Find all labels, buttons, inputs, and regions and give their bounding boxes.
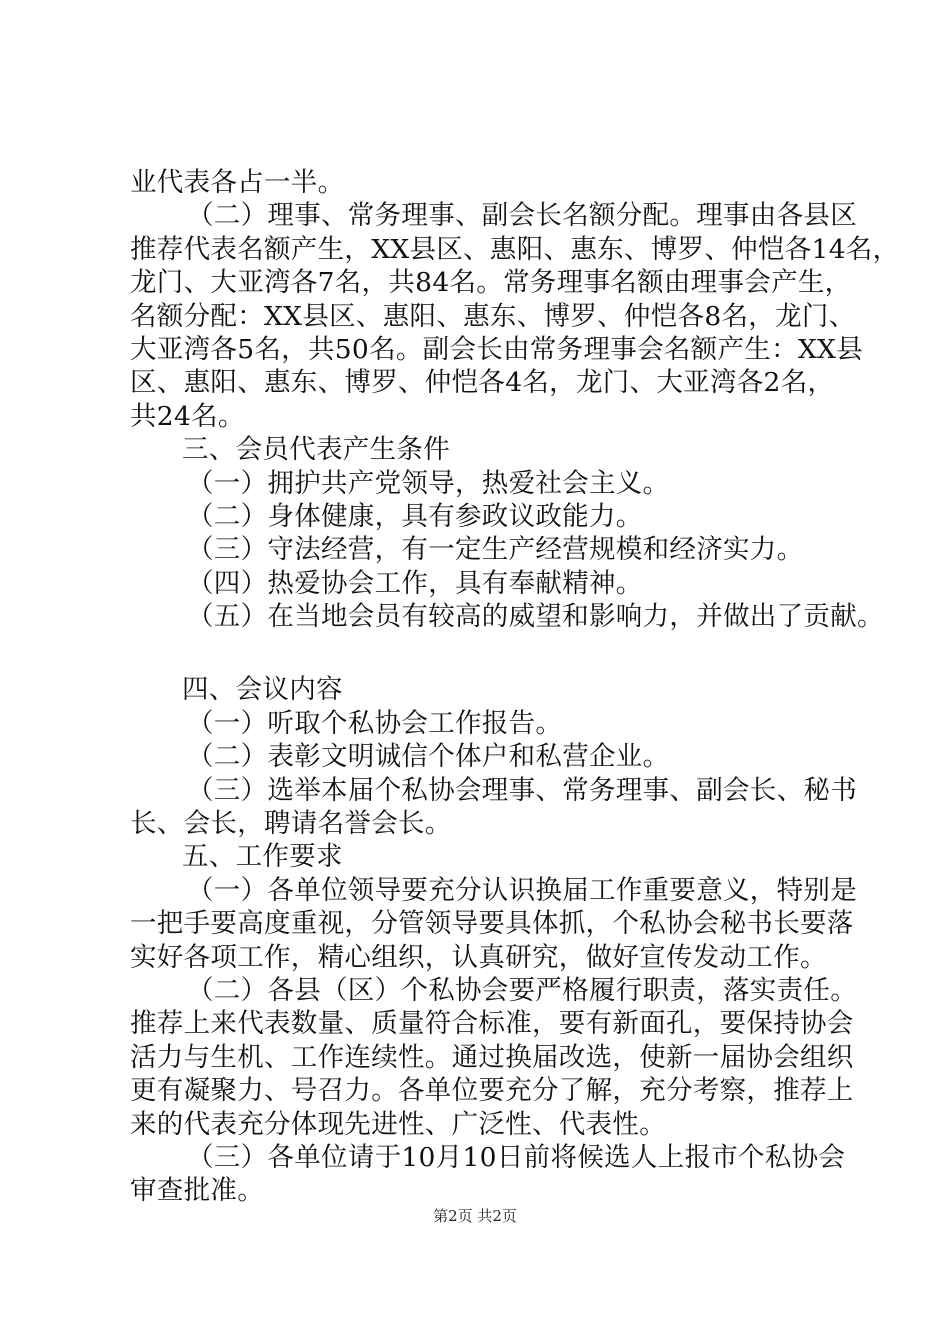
page-footer: 第2页 共2页 [433, 1207, 517, 1225]
list-item: （五）在当地会员有较高的威望和影响力，并做出了贡献。 [187, 601, 884, 633]
list-item: （三）守法经营，有一定生产经营规模和经济实力。 [187, 534, 804, 566]
text-line: 推荐代表名额产生，XX县区、惠阳、惠东、博罗、仲恺各14名， [130, 233, 900, 265]
text-line: 实好各项工作，精心组织，认真研究，做好宣传发动工作。 [130, 941, 827, 973]
section-heading: 五、工作要求 [182, 841, 343, 873]
text-line: 审查批准。 [130, 1175, 264, 1207]
text-line: 长、会长，聘请名誉会长。 [130, 808, 452, 840]
text-line: 推荐上来代表数量、质量符合标准，要有新面孔，要保持协会 [130, 1008, 854, 1040]
paragraph-line: （二）理事、常务理事、副会长名额分配。理事由各县区 [187, 200, 857, 232]
list-item: （一）拥护共产党领导，热爱社会主义。 [187, 467, 670, 499]
text-line: 更有凝聚力、号召力。各单位要充分了解，充分考察，推荐上 [130, 1075, 854, 1107]
list-item: （二）表彰文明诚信个体户和私营企业。 [187, 741, 670, 773]
text-line: 一把手要高度重视，分管领导要具体抓，个私协会秘书长要落 [130, 908, 854, 940]
text-line: 来的代表充分体现先进性、广泛性、代表性。 [130, 1108, 666, 1140]
list-item: （一）听取个私协会工作报告。 [187, 707, 563, 739]
list-item: （三）选举本届个私协会理事、常务理事、副会长、秘书 [187, 774, 857, 806]
list-item: （三）各单位请于10月10日前将候选人上报市个私协会 [187, 1141, 846, 1173]
list-item: （二）各县（区）个私协会要严格履行职责，落实责任。 [187, 974, 857, 1006]
text-line: 业代表各占一半。 [130, 167, 345, 198]
text-line: 共24名。 [130, 400, 245, 432]
list-item: （四）热爱协会工作，具有奉献精神。 [187, 567, 643, 599]
text-line: 区、惠阳、惠东、博罗、仲恺各4名，龙门、大亚湾各2名， [130, 367, 835, 399]
section-heading: 三、会员代表产生条件 [182, 434, 450, 466]
paragraph-gap [130, 633, 850, 673]
text-line: 大亚湾各5名，共50名。副会长由常务理事会名额产生：XX县 [130, 333, 864, 365]
document-body [130, 166, 900, 1208]
section-heading: 四、会议内容 [182, 674, 343, 706]
text-line: 活力与生机、工作连续性。通过换届改选，使新一届协会组织 [130, 1041, 854, 1073]
text-line: 龙门、大亚湾各7名，共84名。常务理事名额由理事会产生， [130, 267, 852, 299]
text-line: 名额分配：XX县区、惠阳、惠东、博罗、仲恺各8名，龙门、 [130, 300, 856, 332]
list-item: （一）各单位领导要充分认识换届工作重要意义，特别是 [187, 874, 857, 906]
list-item: （二）身体健康，具有参政议政能力。 [187, 500, 643, 532]
